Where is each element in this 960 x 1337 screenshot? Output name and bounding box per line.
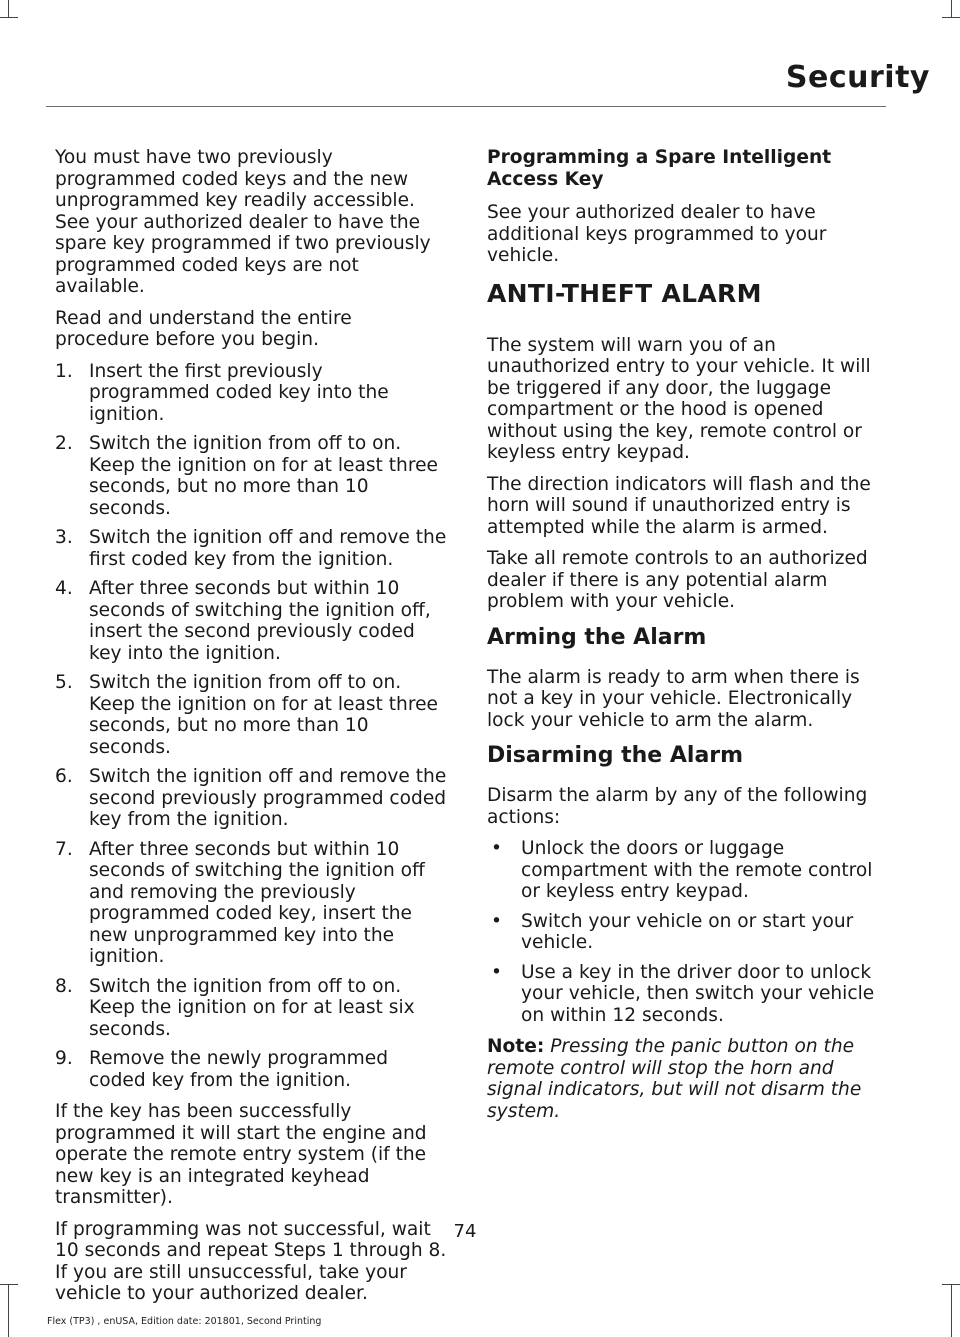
step-text: Insert the first previously programmed coded key into the ignition. (89, 360, 389, 425)
disarming-heading: Disarming the Alarm (487, 743, 744, 768)
step-text: Switch the ignition off and remove the first coded key from the ignition. (89, 527, 447, 570)
arming-paragraph: The alarm is ready to arm when there is not a key in your vehicle. Electronically lock your vehicle to arm the alarm. (487, 666, 860, 731)
alarm-paragraph: The system will warn you of an unauthorized entry to your vehicle. It will be triggered if any door, the luggage compartment or the hood is opened without using the key, remote control or keyless entry keypad. (487, 334, 871, 463)
step-number: 3. (55, 527, 73, 548)
spare-key-heading: Programming a Spare Intelligent Access Key (487, 147, 832, 190)
step-text: Switch the ignition from off to on. Keep the ignition on for at least six seconds. (89, 975, 415, 1040)
step-text: After three seconds but within 10 seconds of switching the ignition off and removing the previously programmed coded key, insert the new unprogrammed key into the ignition. (89, 838, 425, 967)
step-item (55, 1048, 448, 1091)
crop-mark-bottom-left-v (8, 1284, 9, 1337)
list-item-text: Switch your vehicle on or start your vehicle. (521, 910, 854, 953)
note-text: Pressing the panic button on the remote control will stop the horn and signal indicators, but will not disarm the system. (487, 1036, 862, 1122)
list-item-text: Use a key in the driver door to unlock your vehicle, then switch your vehicle on within 12 seconds. (521, 961, 875, 1026)
bullet-icon: • (491, 961, 502, 983)
step-item (55, 839, 448, 968)
step-number: 1. (55, 360, 73, 382)
bullet-icon: • (491, 910, 502, 932)
closing-paragraph: If the key has been successfully programmed it will start the engine and operate the remote entry system (if the new key is an integrated keyhead transmitter). (55, 1101, 427, 1208)
step-number: 9. (55, 1048, 73, 1069)
crop-mark-bottom-left-h (0, 1284, 18, 1285)
page-number: 74 (453, 1221, 477, 1242)
footer-edition-info: Flex (TP3) , enUSA, Edition date: 201801, Second Printing (47, 1316, 322, 1327)
step-number: 8. (55, 975, 73, 997)
step-text: After three seconds but within 10 seconds of switching the ignition off, insert the second previously coded key into the ignition. (89, 578, 431, 664)
step-text: Switch the ignition from off to on. Keep the ignition on for at least three seconds, but no more than 10 seconds. (89, 433, 438, 519)
left-column (55, 147, 448, 1315)
crop-mark-top-right-h (942, 17, 960, 18)
header-divider (46, 106, 886, 107)
crop-mark-bottom-right-h (942, 1284, 960, 1285)
step-number: 6. (55, 766, 73, 787)
note-paragraph (487, 1036, 882, 1122)
arming-heading: Arming the Alarm (487, 624, 707, 650)
step-number: 4. (55, 578, 73, 599)
step-item (55, 766, 448, 831)
step-text: Switch the ignition from off to on. Keep the ignition on for at least three seconds, but no more than 10 seconds. (89, 672, 438, 758)
list-item (487, 962, 882, 1027)
right-column (487, 147, 882, 1132)
step-text: Remove the newly programmed coded key from the ignition. (89, 1048, 389, 1091)
crop-mark-top-left-v (8, 0, 9, 18)
step-number: 5. (55, 672, 73, 693)
disarming-list (487, 838, 882, 1026)
intro-paragraph: Read and understand the entire procedure before you begin. (55, 307, 352, 350)
disarming-intro: Disarm the alarm by any of the following actions: (487, 785, 868, 828)
step-item (55, 976, 448, 1041)
programming-steps-list (55, 361, 448, 1092)
step-number: 2. (55, 433, 73, 454)
step-number: 7. (55, 838, 73, 860)
crop-mark-bottom-right-v (951, 1284, 952, 1337)
list-item (487, 911, 882, 954)
alarm-paragraph: The direction indicators will flash and the horn will sound if unauthorized entry is attempted while the alarm is armed. (487, 473, 871, 538)
step-item (55, 672, 448, 758)
closing-paragraph: If programming was not successful, wait 10 seconds and repeat Steps 1 through 8. If you are still unsuccessful, take your vehicle to your authorized dealer. (55, 1218, 447, 1304)
step-item (55, 433, 448, 519)
section-title: ANTI-THEFT ALARM (487, 278, 762, 308)
crop-mark-top-right-v (951, 0, 952, 18)
page-header-title: Security (785, 60, 930, 95)
step-item (55, 578, 448, 664)
intro-paragraph: You must have two previously programmed coded keys and the new unprogrammed key readily accessible. See your authorized dealer to have the spare key programmed if two previously programmed coded keys are not available. (55, 147, 431, 297)
step-item (55, 527, 448, 570)
note-label: Note: (487, 1036, 545, 1057)
crop-mark-top-left-h (0, 17, 18, 18)
bullet-icon: • (491, 838, 502, 859)
step-text: Switch the ignition off and remove the second previously programmed coded key from the ignition. (89, 766, 447, 830)
alarm-paragraph: Take all remote controls to an authorized dealer if there is any potential alarm problem with your vehicle. (487, 548, 868, 612)
list-item (487, 838, 882, 903)
list-item-text: Unlock the doors or luggage compartment with the remote control or keyless entry keypad. (521, 838, 873, 902)
spare-key-paragraph: See your authorized dealer to have additional keys programmed to your vehicle. (487, 202, 827, 266)
step-item (55, 361, 448, 426)
